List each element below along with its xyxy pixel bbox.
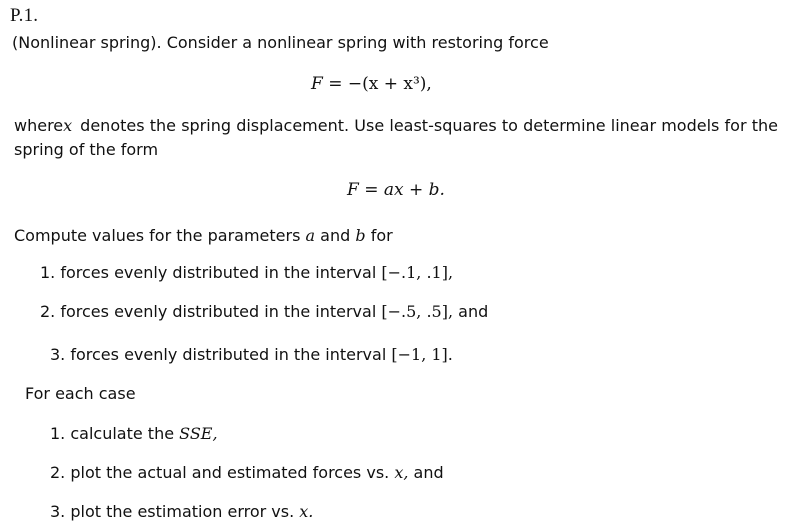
interval-item-1	[40, 263, 453, 282]
task-item-math: x,	[394, 463, 409, 482]
equation-2-a: a	[383, 180, 394, 200]
compute-text-a: Compute values for the parameters	[14, 226, 301, 245]
equation-linear-model	[347, 180, 445, 200]
equation-2-plus: +	[409, 180, 424, 200]
task-item-number: 2.	[50, 463, 66, 482]
task-item-number: 3.	[50, 502, 66, 521]
for-each-case: For each case	[25, 384, 136, 403]
paragraph-2-line-2: spring of the form	[14, 140, 159, 159]
intro-title: (Nonlinear spring).	[12, 33, 162, 52]
problem-label: P.1.	[10, 5, 39, 26]
compute-line	[14, 226, 393, 245]
compute-text-b: for	[370, 226, 393, 245]
interval-item-suffix: and	[458, 302, 489, 321]
compute-var-b: b	[355, 226, 366, 245]
interval-item-number: 3.	[50, 345, 66, 364]
equation-2-b: b.	[428, 180, 445, 200]
task-item-2	[50, 463, 444, 482]
task-item-1	[50, 424, 218, 443]
equation-2-eq: =	[364, 180, 379, 200]
interval-item-text: forces evenly distributed in the interval	[60, 302, 377, 321]
interval-item-3	[50, 345, 453, 364]
paragraph-2-where: where	[14, 116, 64, 135]
task-item-number: 1.	[50, 424, 66, 443]
equation-1-lhs: F	[311, 74, 323, 94]
interval-item-number: 2.	[40, 302, 56, 321]
task-item-math: SSE,	[179, 424, 218, 443]
interval-item-range: [−1, 1].	[391, 345, 453, 364]
task-item-tail: and	[413, 463, 444, 482]
compute-and: and	[320, 226, 351, 245]
compute-var-a: a	[305, 226, 316, 245]
equation-restoring-force	[311, 74, 432, 94]
task-item-text: plot the actual and estimated forces vs.	[70, 463, 390, 482]
task-item-math: x.	[299, 502, 314, 521]
task-item-text: calculate the	[70, 424, 175, 443]
task-item-text: plot the estimation error vs.	[70, 502, 295, 521]
equation-2-lhs: F	[347, 180, 359, 200]
interval-item-range: [−.5, .5],	[381, 302, 454, 321]
interval-item-2	[40, 302, 488, 321]
paragraph-2-line-1-rest: denotes the spring displacement. Use least-squares to determine linear models for the	[80, 116, 778, 135]
intro-line	[12, 33, 549, 52]
interval-item-range: [−.1, .1],	[381, 263, 454, 282]
interval-item-text: forces evenly distributed in the interval	[70, 345, 387, 364]
paragraph-2-line-1	[14, 116, 778, 135]
interval-item-number: 1.	[40, 263, 56, 282]
task-item-3	[50, 502, 313, 521]
interval-item-text: forces evenly distributed in the interval	[60, 263, 377, 282]
paragraph-2-var-x: x	[63, 116, 73, 135]
intro-text: Consider a nonlinear spring with restoring force	[166, 33, 549, 52]
equation-1-rhs: = −(x + x³),	[328, 74, 432, 94]
equation-2-x: x	[394, 180, 404, 200]
